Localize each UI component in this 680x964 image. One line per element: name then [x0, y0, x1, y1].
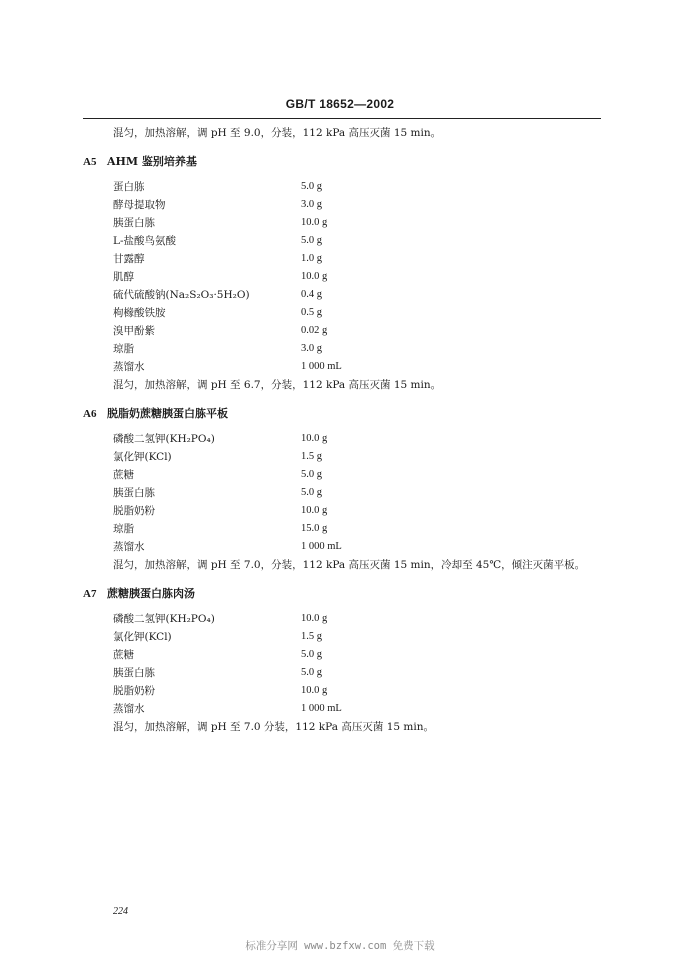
ingredient-amount: 0.5 g	[301, 307, 322, 318]
ingredient-name: 琼脂	[113, 523, 134, 535]
ingredient-amount: 5.0 g	[301, 649, 322, 660]
ingredient-amount: 1.0 g	[301, 253, 322, 264]
list-item	[113, 504, 413, 518]
ingredient-name: 脱脂奶粉	[113, 685, 155, 697]
list-item	[113, 630, 413, 644]
list-item	[113, 468, 413, 482]
ingredient-name: 蛋白胨	[113, 181, 145, 193]
list-item	[113, 216, 413, 230]
ingredient-name: 蒸馏水	[113, 361, 145, 373]
list-item	[113, 306, 413, 320]
footer-watermark: 标准分享网 www.bzfxw.com 免费下载	[245, 940, 435, 952]
ingredient-amount: 1.5 g	[301, 631, 322, 642]
list-item	[113, 612, 413, 626]
ingredient-amount: 5.0 g	[301, 235, 322, 246]
ingredient-name: L-盐酸鸟氨酸	[113, 235, 177, 247]
ingredient-name: 硫代硫酸钠(Na₂S₂O₃·5H₂O)	[113, 289, 250, 301]
ingredient-name: 氯化钾(KCl)	[113, 631, 172, 643]
ingredient-name: 胰蛋白胨	[113, 487, 155, 499]
ingredient-name: 蒸馏水	[113, 703, 145, 715]
list-item	[113, 432, 413, 446]
list-item	[113, 324, 413, 338]
list-item	[113, 234, 413, 248]
ingredient-amount: 1 000 mL	[301, 703, 342, 714]
list-item	[113, 252, 413, 266]
ingredient-amount: 10.0 g	[301, 505, 328, 516]
ingredient-amount: 3.0 g	[301, 199, 322, 210]
ingredient-amount: 5.0 g	[301, 181, 322, 192]
section-a5-instruction: 混匀，加热溶解，调 pH 至 6.7，分装，112 kPa 高压灭菌 15 min。	[113, 379, 442, 391]
list-item	[113, 648, 413, 662]
ingredient-name: 枸橼酸铁胺	[113, 307, 166, 319]
ingredient-amount: 10.0 g	[301, 685, 328, 696]
ingredient-amount: 10.0 g	[301, 217, 328, 228]
ingredient-name: 溴甲酚紫	[113, 325, 155, 337]
ingredient-amount: 10.0 g	[301, 613, 328, 624]
ingredient-amount: 1 000 mL	[301, 541, 342, 552]
list-item	[113, 180, 413, 194]
ingredient-name: 胰蛋白胨	[113, 217, 155, 229]
section-a7-instruction: 混匀，加热溶解，调 pH 至 7.0 分装，112 kPa 高压灭菌 15 min。	[113, 721, 434, 733]
list-item	[113, 666, 413, 680]
ingredient-amount: 1.5 g	[301, 451, 322, 462]
ingredient-name: 甘露醇	[113, 253, 145, 265]
ingredient-name: 蔗糖	[113, 469, 134, 481]
section-a6-title	[83, 407, 228, 421]
ingredient-amount: 0.02 g	[301, 325, 328, 336]
ingredient-amount: 5.0 g	[301, 667, 322, 678]
ingredient-name: 氯化钾(KCl)	[113, 451, 172, 463]
ingredient-amount: 5.0 g	[301, 469, 322, 480]
ingredient-amount: 10.0 g	[301, 433, 328, 444]
section-a7-title	[83, 587, 195, 601]
list-item	[113, 540, 413, 554]
list-item	[113, 702, 413, 716]
section-title-text: 脱脂奶蔗糖胰蛋白胨平板	[107, 407, 228, 420]
ingredient-amount: 3.0 g	[301, 343, 322, 354]
intro-instruction: 混匀，加热溶解，调 pH 至 9.0，分装，112 kPa 高压灭菌 15 min。	[113, 127, 442, 139]
ingredient-amount: 10.0 g	[301, 271, 328, 282]
section-number: A7	[83, 588, 97, 600]
section-a5-title	[83, 155, 197, 169]
list-item	[113, 198, 413, 212]
ingredient-name: 蒸馏水	[113, 541, 145, 553]
list-item	[113, 360, 413, 374]
ingredient-name: 磷酸二氢钾(KH₂PO₄)	[113, 613, 215, 625]
list-item	[113, 522, 413, 536]
list-item	[113, 486, 413, 500]
section-title-text: 蔗糖胰蛋白胨肉汤	[107, 587, 195, 600]
ingredient-name: 琼脂	[113, 343, 134, 355]
ingredient-name: 脱脂奶粉	[113, 505, 155, 517]
ingredient-amount: 5.0 g	[301, 487, 322, 498]
ingredient-name: 肌醇	[113, 271, 134, 283]
document-header: GB/T 18652—2002	[285, 97, 395, 111]
ingredient-amount: 15.0 g	[301, 523, 328, 534]
list-item	[113, 450, 413, 464]
ingredient-name: 胰蛋白胨	[113, 667, 155, 679]
section-a6-instruction: 混匀，加热溶解，调 pH 至 7.0，分装，112 kPa 高压灭菌 15 min，冷却至 45℃，倾注灭菌平板。	[113, 559, 586, 571]
header-rule	[83, 118, 601, 119]
section-title-text: AHM 鉴别培养基	[107, 155, 197, 168]
ingredient-name: 蔗糖	[113, 649, 134, 661]
ingredient-amount: 0.4 g	[301, 289, 322, 300]
list-item	[113, 342, 413, 356]
list-item	[113, 288, 413, 302]
section-number: A6	[83, 408, 97, 420]
ingredient-name: 酵母提取物	[113, 199, 166, 211]
ingredient-name: 磷酸二氢钾(KH₂PO₄)	[113, 433, 215, 445]
page-number: 224	[113, 906, 128, 917]
list-item	[113, 684, 413, 698]
list-item	[113, 270, 413, 284]
section-number: A5	[83, 156, 97, 168]
ingredient-amount: 1 000 mL	[301, 361, 342, 372]
